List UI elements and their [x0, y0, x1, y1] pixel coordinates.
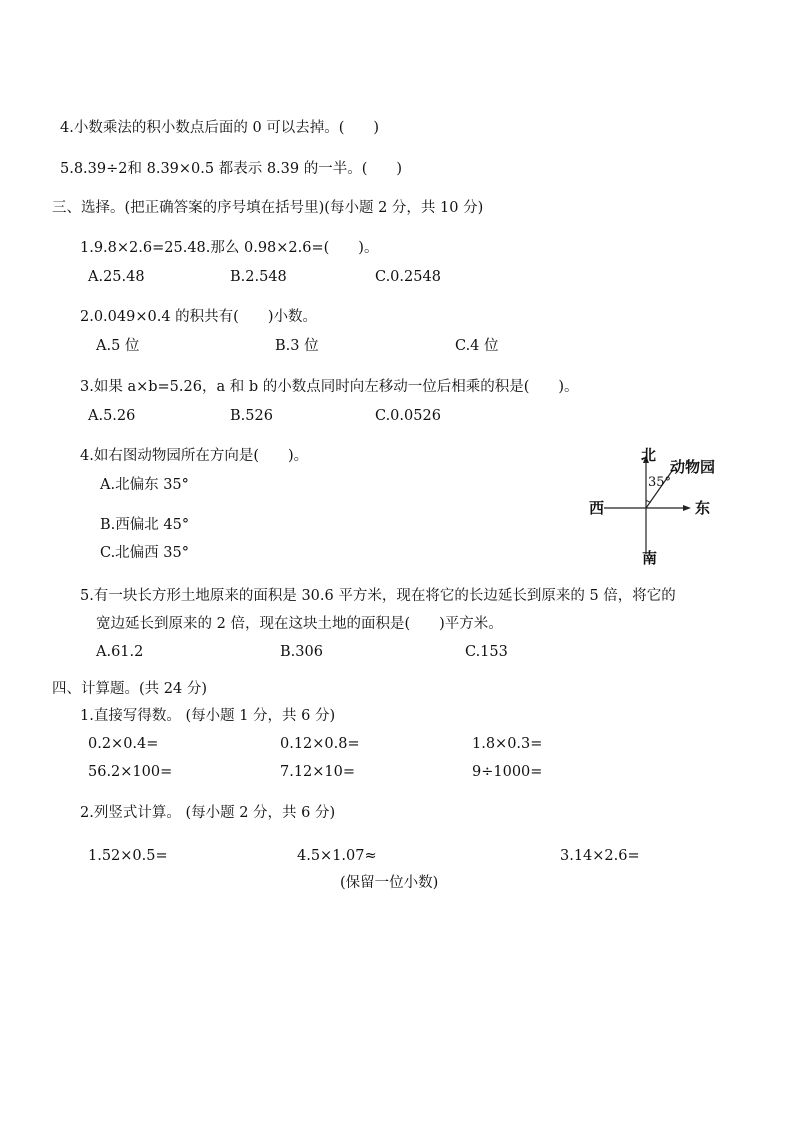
choice-q3-stem: 3.如果 a×b=5.26，a 和 b 的小数点同时向左移动一位后相乘的积是( )。 — [80, 379, 579, 395]
choice-q1-option-b: B.2.548 — [230, 269, 287, 285]
choice-q5-option-b: B.306 — [280, 644, 323, 660]
zoo-label: 动物园 — [670, 458, 716, 476]
choice-q2-option-b: B.3 位 — [275, 338, 319, 354]
choice-q2-option-c: C.4 位 — [455, 338, 499, 354]
vertical-calc-item: 3.14×2.6= — [560, 848, 640, 864]
calc-item: 0.2×0.4= — [88, 736, 159, 752]
choice-q5-option-c: C.153 — [465, 644, 508, 660]
section-heading-calc: 四、计算题。(共 24 分) — [52, 681, 207, 697]
east-label: 东 — [695, 499, 711, 517]
rounding-note: (保留一位小数) — [340, 875, 439, 891]
vertical-calc-item: 1.52×0.5= — [88, 848, 168, 864]
choice-q4-option-a: A.北偏东 35° — [100, 477, 189, 493]
choice-q3-option-a: A.5.26 — [88, 408, 136, 424]
calc-item: 0.12×0.8= — [280, 736, 360, 752]
calc-part2-title: 2.列竖式计算。 (每小题 2 分，共 6 分) — [80, 805, 336, 821]
east-arrowhead — [683, 505, 691, 511]
calc-part1-title: 1.直接写得数。 (每小题 1 分，共 6 分) — [80, 708, 336, 724]
choice-q3-option-b: B.526 — [230, 408, 273, 424]
calc-item: 9÷1000= — [472, 764, 543, 780]
angle-label: 35° — [648, 475, 672, 490]
calc-item: 7.12×10= — [280, 764, 356, 780]
section-heading-choice: 三、选择。(把正确答案的序号填在括号里)(每小题 2 分，共 10 分) — [52, 200, 484, 216]
compass-figure — [584, 444, 734, 570]
west-label: 西 — [589, 499, 605, 517]
judge-q5: 5.8.39÷2和 8.39×0.5 都表示 8.39 的一半。( ) — [60, 161, 403, 177]
vertical-calc-item: 4.5×1.07≈ — [297, 848, 377, 864]
choice-q5-option-a: A.61.2 — [96, 644, 144, 660]
north-label: 北 — [641, 446, 657, 464]
choice-q1-stem: 1.9.8×2.6=25.48.那么 0.98×2.6=( )。 — [80, 240, 379, 256]
choice-q1-option-c: C.0.2548 — [375, 269, 441, 285]
calc-item: 56.2×100= — [88, 764, 173, 780]
choice-q3-option-c: C.0.0526 — [375, 408, 441, 424]
choice-q1-option-a: A.25.48 — [88, 269, 145, 285]
choice-q5-stem-line2: 宽边延长到原来的 2 倍，现在这块土地的面积是( )平方米。 — [96, 616, 503, 632]
choice-q4-option-b: B.西偏北 45° — [100, 517, 190, 533]
south-label: 南 — [642, 549, 658, 567]
calc-item: 1.8×0.3= — [472, 736, 543, 752]
choice-q2-option-a: A.5 位 — [96, 338, 140, 354]
choice-q4-option-c: C.北偏西 35° — [100, 545, 189, 561]
choice-q5-stem-line1: 5.有一块长方形土地原来的面积是 30.6 平方米，现在将它的长边延长到原来的 5 倍，将它的 — [80, 588, 676, 604]
choice-q4-stem: 4.如右图动物园所在方向是( )。 — [80, 448, 309, 464]
judge-q4: 4.小数乘法的积小数点后面的 0 可以去掉。( ) — [60, 120, 380, 136]
choice-q2-stem: 2.0.049×0.4 的积共有( )小数。 — [80, 309, 317, 325]
